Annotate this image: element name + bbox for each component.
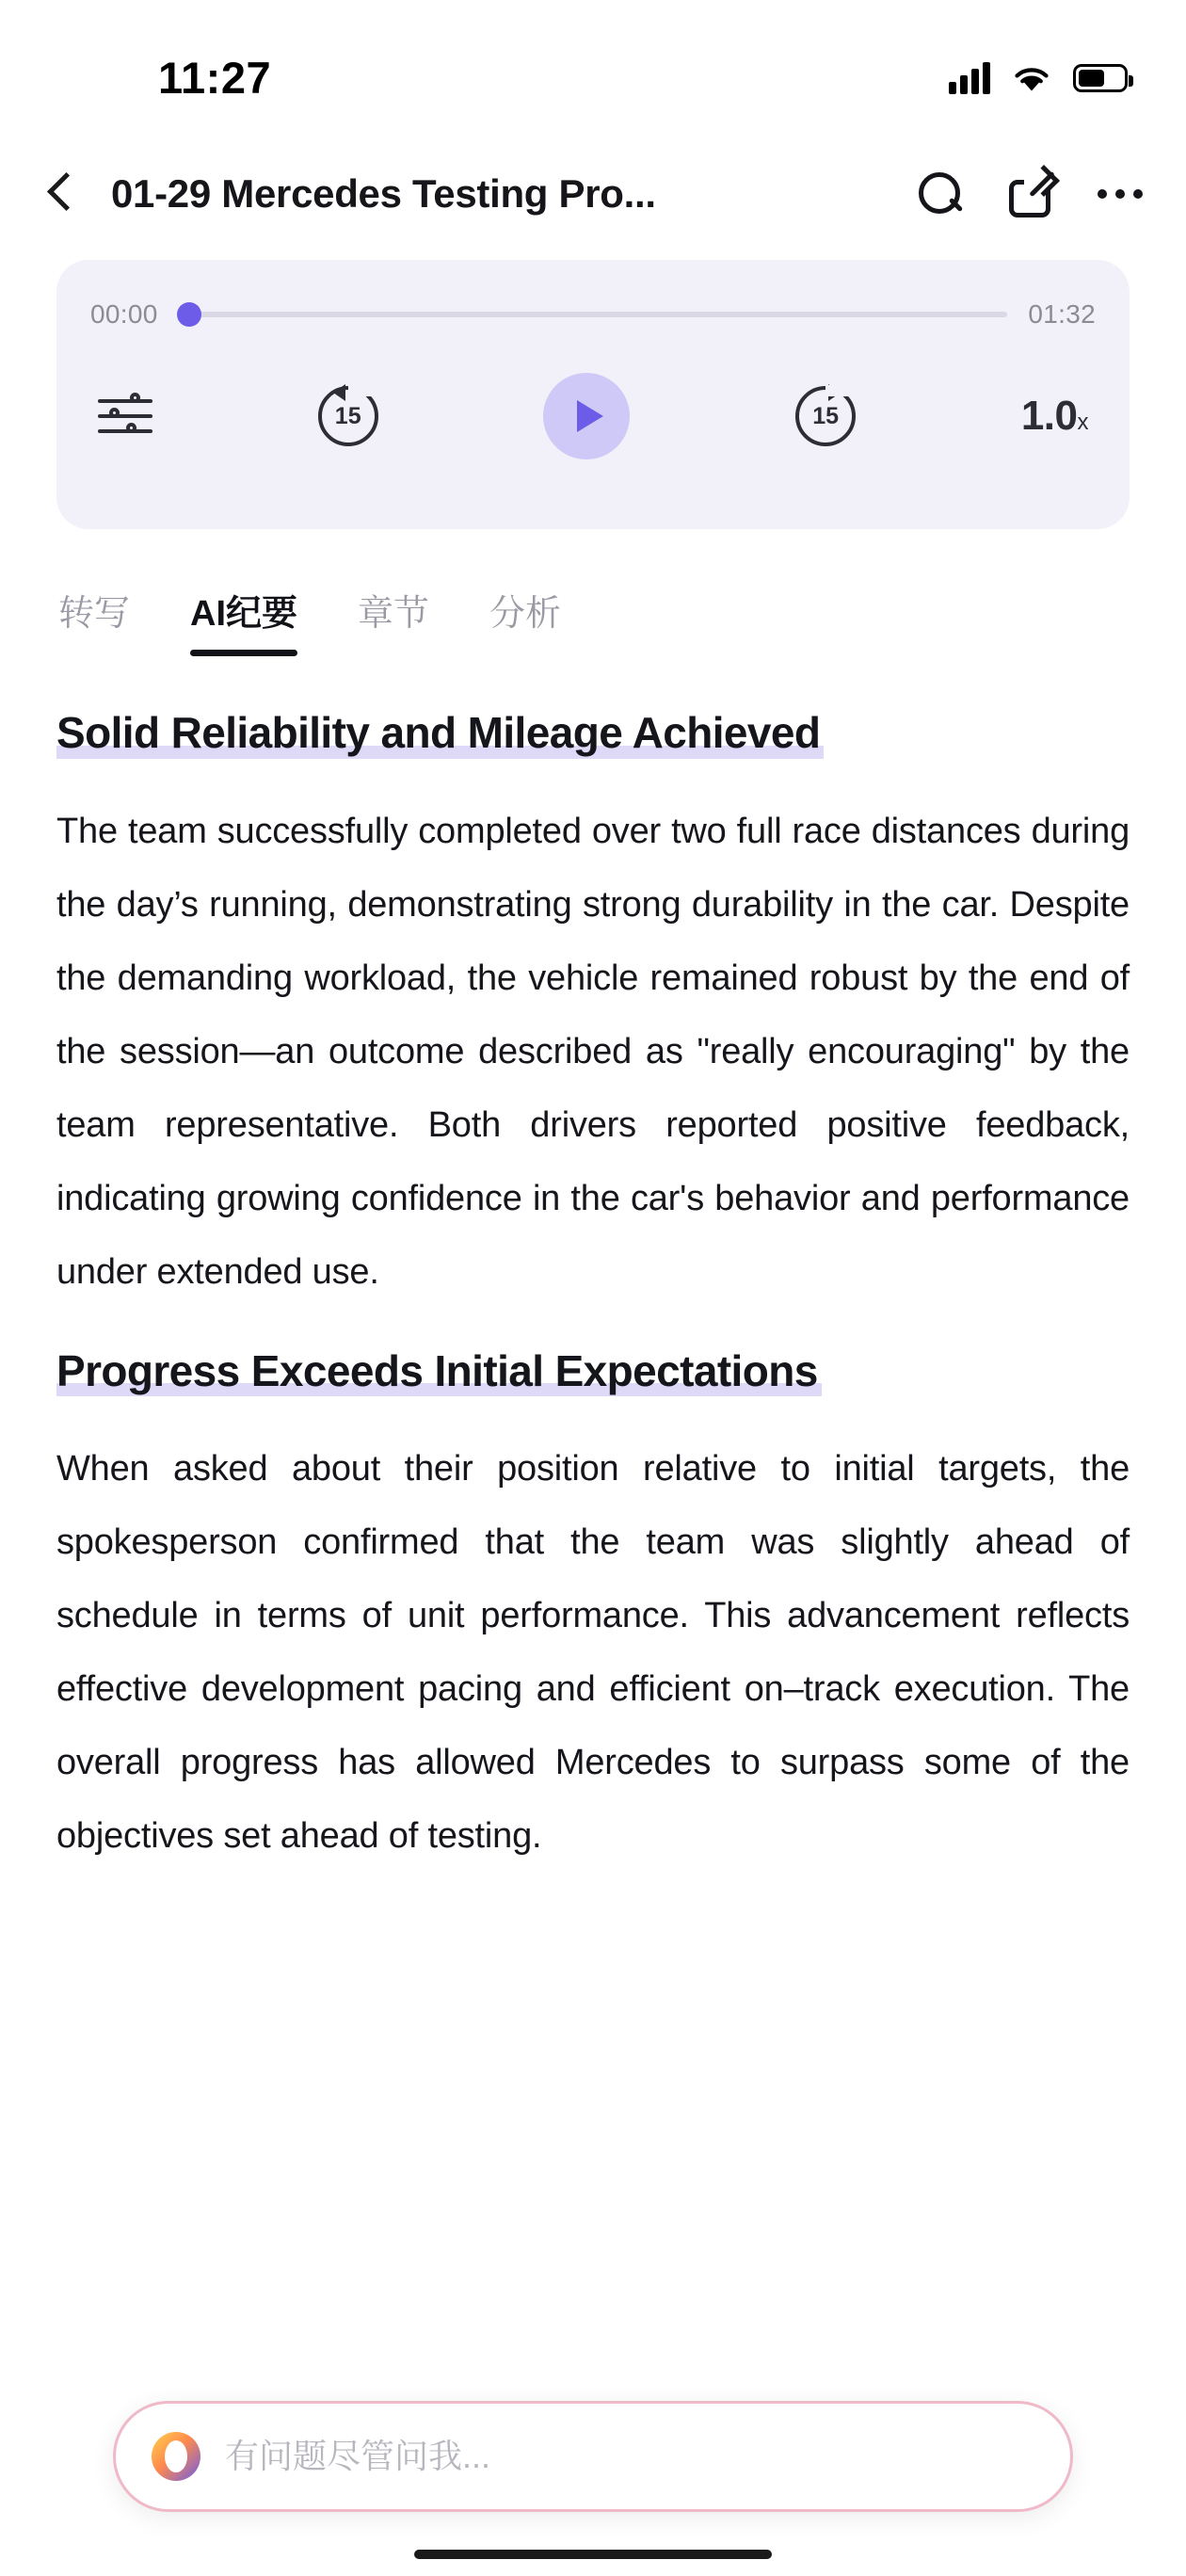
assistant-logo-icon: [152, 2432, 200, 2481]
section-body: When asked about their position relative to initial targets, the spokesperson confirmed that the team was slightly ahead of schedule in terms of unit performance. This advancement reflects effective development pacing and efficient on–track execution. The overall progress has allowed Mercedes to surpass some of the objectives set ahead of testing.: [56, 1449, 1130, 1856]
signal-icon: [949, 62, 990, 94]
status-icons: [949, 62, 1128, 94]
progress-slider[interactable]: [179, 312, 1008, 317]
content-tabs: [0, 529, 1186, 661]
share-icon[interactable]: [1007, 168, 1056, 220]
player-progress-row: [90, 288, 1096, 341]
summary-content: [0, 661, 1186, 1873]
section-heading-wrap: [56, 1344, 1130, 1412]
navigation-bar: [0, 141, 1186, 247]
back-button[interactable]: [38, 165, 88, 223]
ask-assistant-bar[interactable]: [113, 2401, 1073, 2512]
tab-analysis[interactable]: 分析: [489, 594, 562, 634]
tab-transcript[interactable]: 转写: [58, 594, 131, 634]
status-bar: [0, 0, 1186, 141]
audio-player: [56, 260, 1130, 529]
forward-15-button[interactable]: [795, 386, 856, 446]
progress-knob[interactable]: [177, 302, 201, 327]
tab-chapters[interactable]: 章节: [358, 594, 430, 634]
section-heading-wrap: [56, 706, 1130, 774]
section-heading: Solid Reliability and Mileage Achieved: [56, 706, 820, 761]
navbar-actions: [913, 168, 1143, 220]
speed-value: 1.0: [1020, 393, 1078, 439]
equalizer-icon[interactable]: [98, 392, 152, 441]
page-title: 01-29 Mercedes Testing Pro...: [111, 171, 656, 216]
playback-speed-button[interactable]: [1021, 393, 1088, 440]
battery-icon: [1073, 64, 1128, 92]
player-controls: [90, 373, 1096, 459]
play-button[interactable]: [543, 373, 630, 459]
section-body: The team successfully completed over two full race distances during the day’s running, demonstrating strong durability in the car. Despite the demanding workload, the vehicle remained robust by the end of the session—an outcome described as "really encouraging" by the team representative. Both drivers reported positive feedback, indicating growing confidence in the car's behavior and performance under extended use.: [56, 811, 1130, 1292]
search-icon[interactable]: [913, 168, 966, 220]
speed-unit: x: [1077, 410, 1088, 435]
rewind-15-button[interactable]: [318, 386, 378, 446]
ask-input[interactable]: [225, 2437, 1034, 2476]
forward-label: 15: [812, 402, 840, 429]
home-indicator: [414, 2550, 772, 2559]
total-time-label: 01:32: [1028, 299, 1096, 329]
rewind-label: 15: [334, 402, 361, 429]
tab-ai-summary[interactable]: AI纪要: [190, 584, 297, 656]
wifi-icon: [1011, 62, 1052, 94]
status-time: 11:27: [158, 52, 272, 103]
section-heading: Progress Exceeds Initial Expectations: [56, 1344, 818, 1399]
more-options-icon[interactable]: [1098, 168, 1143, 220]
current-time-label: 00:00: [90, 299, 158, 329]
